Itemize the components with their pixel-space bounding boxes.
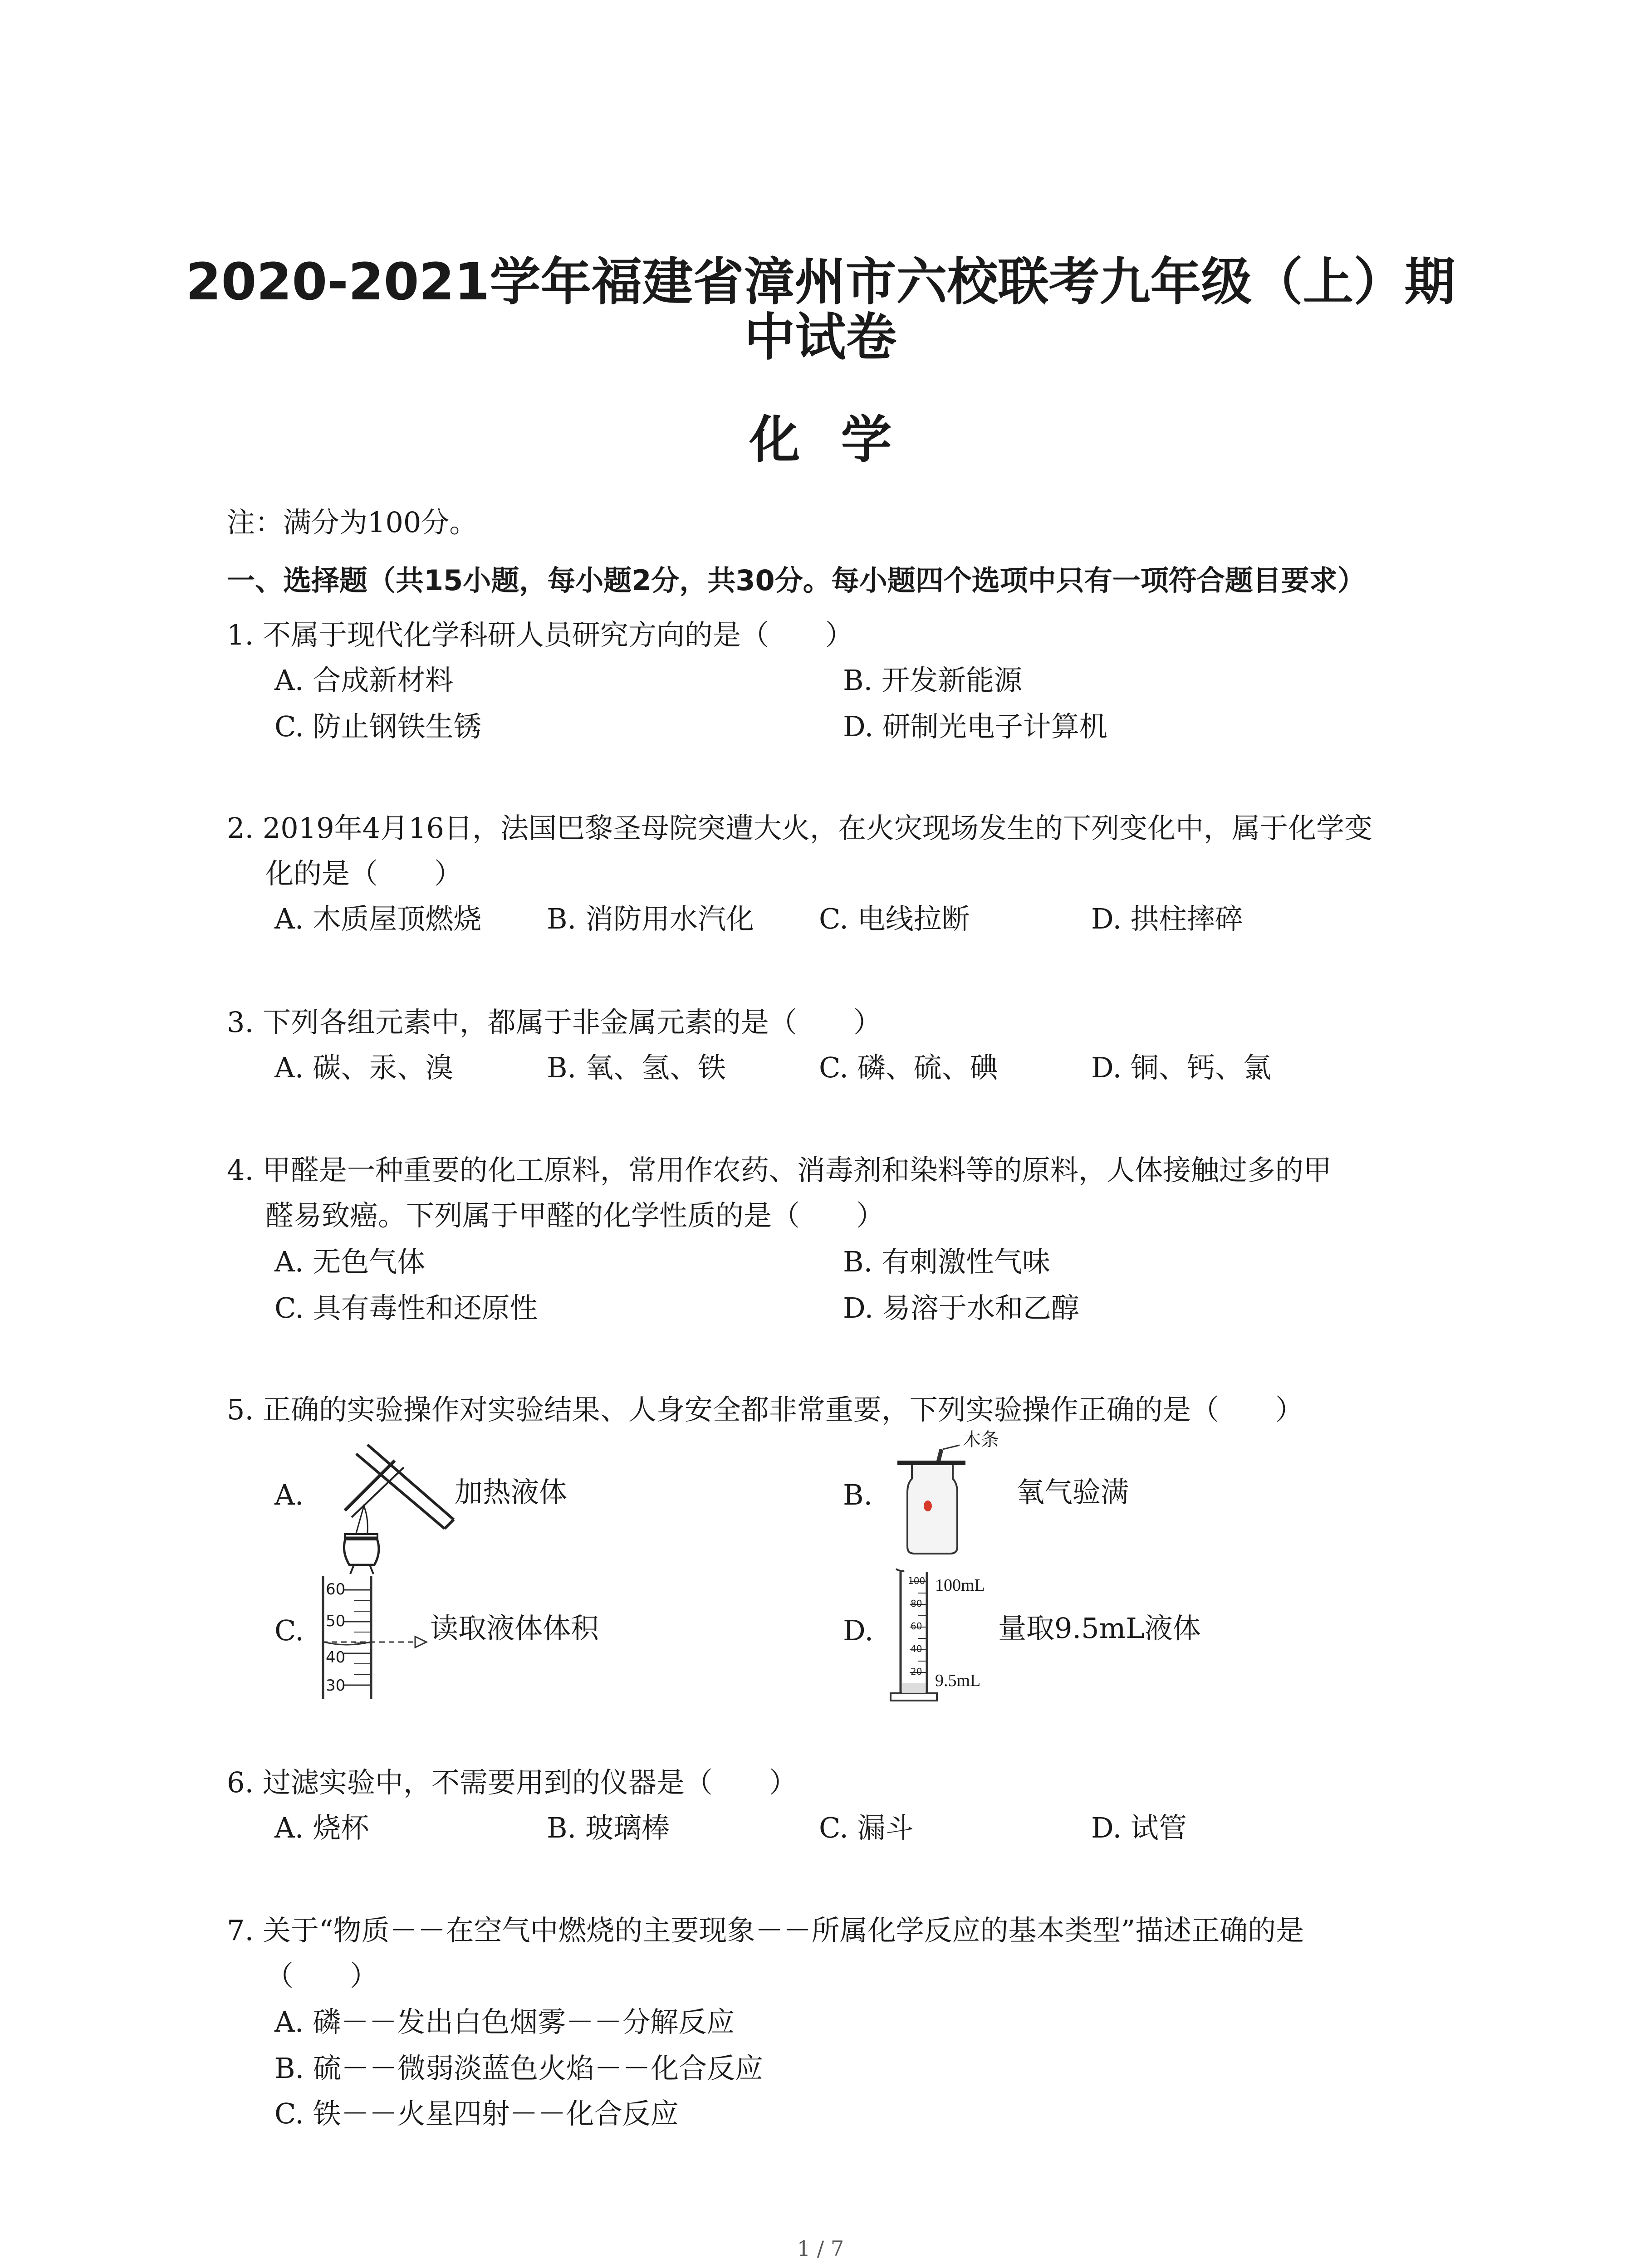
c-tick-50: 50 — [326, 1612, 346, 1630]
q3-option-b: B. 氧、氢、铁 — [547, 1051, 726, 1084]
q4-option-c: C. 具有毒性和还原性 — [274, 1291, 538, 1325]
heating-liquid-figure — [313, 1438, 463, 1579]
q7-option-a: A. 磷－－发出白色烟雾－－分解反应 — [274, 2005, 735, 2038]
d-fig-9-5ml: 9.5mL — [935, 1671, 981, 1690]
q1-option-d: D. 研制光电子计算机 — [843, 710, 1107, 743]
q5-option-d-letter: D. — [843, 1614, 874, 1647]
q5-option-b-letter: B. — [843, 1478, 873, 1511]
q4-stem: 4. 甲醛是一种重要的化工原料，常用作农药、消毒剂和染料等的原料，人体接触过多的甲 — [227, 1154, 1332, 1187]
q1-option-a: A. 合成新材料 — [274, 664, 454, 697]
q6-option-c: C. 漏斗 — [819, 1811, 914, 1844]
q3-option-d: D. 铜、钙、氯 — [1091, 1051, 1271, 1084]
d-fig-100ml: 100mL — [935, 1576, 985, 1595]
q4-option-d: D. 易溶于水和乙醇 — [843, 1291, 1079, 1325]
q5-option-b-wood-label: 木条 — [963, 1429, 999, 1450]
q5-option-d-text: 量取9.5mL液体 — [998, 1612, 1201, 1645]
title-line-1: 2020-2021学年福建省漳州市六校联考九年级（上）期 — [186, 253, 1455, 312]
d-tick-80: 80 — [911, 1598, 922, 1609]
c-tick-60: 60 — [326, 1580, 346, 1598]
q3-option-a: A. 碳、汞、溴 — [274, 1051, 454, 1084]
c-tick-40: 40 — [326, 1648, 346, 1667]
q1-option-b: B. 开发新能源 — [843, 664, 1022, 697]
section-heading: 一、选择题（共15小题，每小题2分，共30分。每小题四个选项中只有一项符合题目要求） — [227, 564, 1366, 597]
q6-stem: 6. 过滤实验中，不需要用到的仪器是（ ） — [227, 1766, 797, 1799]
reading-volume-figure — [318, 1574, 431, 1701]
d-tick-40: 40 — [911, 1643, 922, 1654]
q5-stem: 5. 正确的实验操作对实验结果、人身安全都非常重要，下列实验操作正确的是（ ） — [227, 1393, 1303, 1426]
q2-option-b: B. 消防用水汽化 — [547, 902, 754, 935]
q7-option-b: B. 硫－－微弱淡蓝色火焰－－化合反应 — [274, 2052, 763, 2085]
q3-option-c: C. 磷、硫、碘 — [819, 1051, 998, 1084]
q6-option-b: B. 玻璃棒 — [547, 1811, 670, 1844]
q7-option-c: C. 铁－－火星四射－－化合反应 — [274, 2097, 679, 2130]
q5-option-a-text: 加热液体 — [455, 1476, 568, 1509]
q2-stem: 2. 2019年4月16日，法国巴黎圣母院突遭大火，在火灾现场发生的下列变化中，属于化学变 — [227, 811, 1372, 845]
q5-option-c-letter: C. — [274, 1614, 304, 1647]
d-tick-60: 60 — [911, 1621, 922, 1632]
q6-option-d: D. 试管 — [1091, 1811, 1187, 1844]
c-tick-30: 30 — [326, 1677, 346, 1695]
q6-option-a: A. 烧杯 — [274, 1811, 369, 1844]
q3-stem: 3. 下列各组元素中，都属于非金属元素的是（ ） — [227, 1006, 882, 1039]
title-line-2: 中试卷 — [744, 308, 897, 367]
q7-stem: 7. 关于“物质－－在空气中燃烧的主要现象－－所属化学反应的基本类型”描述正确的是 — [227, 1914, 1304, 1947]
q2-option-a: A. 木质屋顶燃烧 — [274, 902, 482, 935]
q2-option-c: C. 电线拉断 — [819, 902, 970, 935]
oxygen-test-figure — [889, 1442, 1007, 1560]
q4-stem-cont: 醛易致癌。下列属于甲醛的化学性质的是（ ） — [265, 1199, 885, 1232]
q4-option-b: B. 有刺激性气味 — [843, 1245, 1050, 1278]
q5-option-c-text: 读取液体体积 — [430, 1612, 599, 1645]
q2-stem-cont: 化的是（ ） — [265, 857, 463, 890]
score-note: 注：满分为100分。 — [227, 506, 478, 539]
q2-option-d: D. 拱柱摔碎 — [1091, 902, 1243, 935]
q1-option-c: C. 防止钢铁生锈 — [274, 710, 482, 743]
q4-option-a: A. 无色气体 — [274, 1245, 426, 1278]
q1-stem: 1. 不属于现代化学科研人员研究方向的是（ ） — [227, 618, 853, 651]
subject-heading: 化学 — [749, 411, 933, 469]
q5-option-a-letter: A. — [274, 1478, 304, 1511]
q5-option-b-text: 氧气验满 — [1016, 1476, 1129, 1509]
d-tick-100: 100 — [908, 1575, 926, 1586]
d-tick-20: 20 — [911, 1666, 922, 1677]
q7-stem-cont: （ ） — [265, 1959, 378, 1992]
page-number: 1 / 7 — [797, 2236, 844, 2261]
